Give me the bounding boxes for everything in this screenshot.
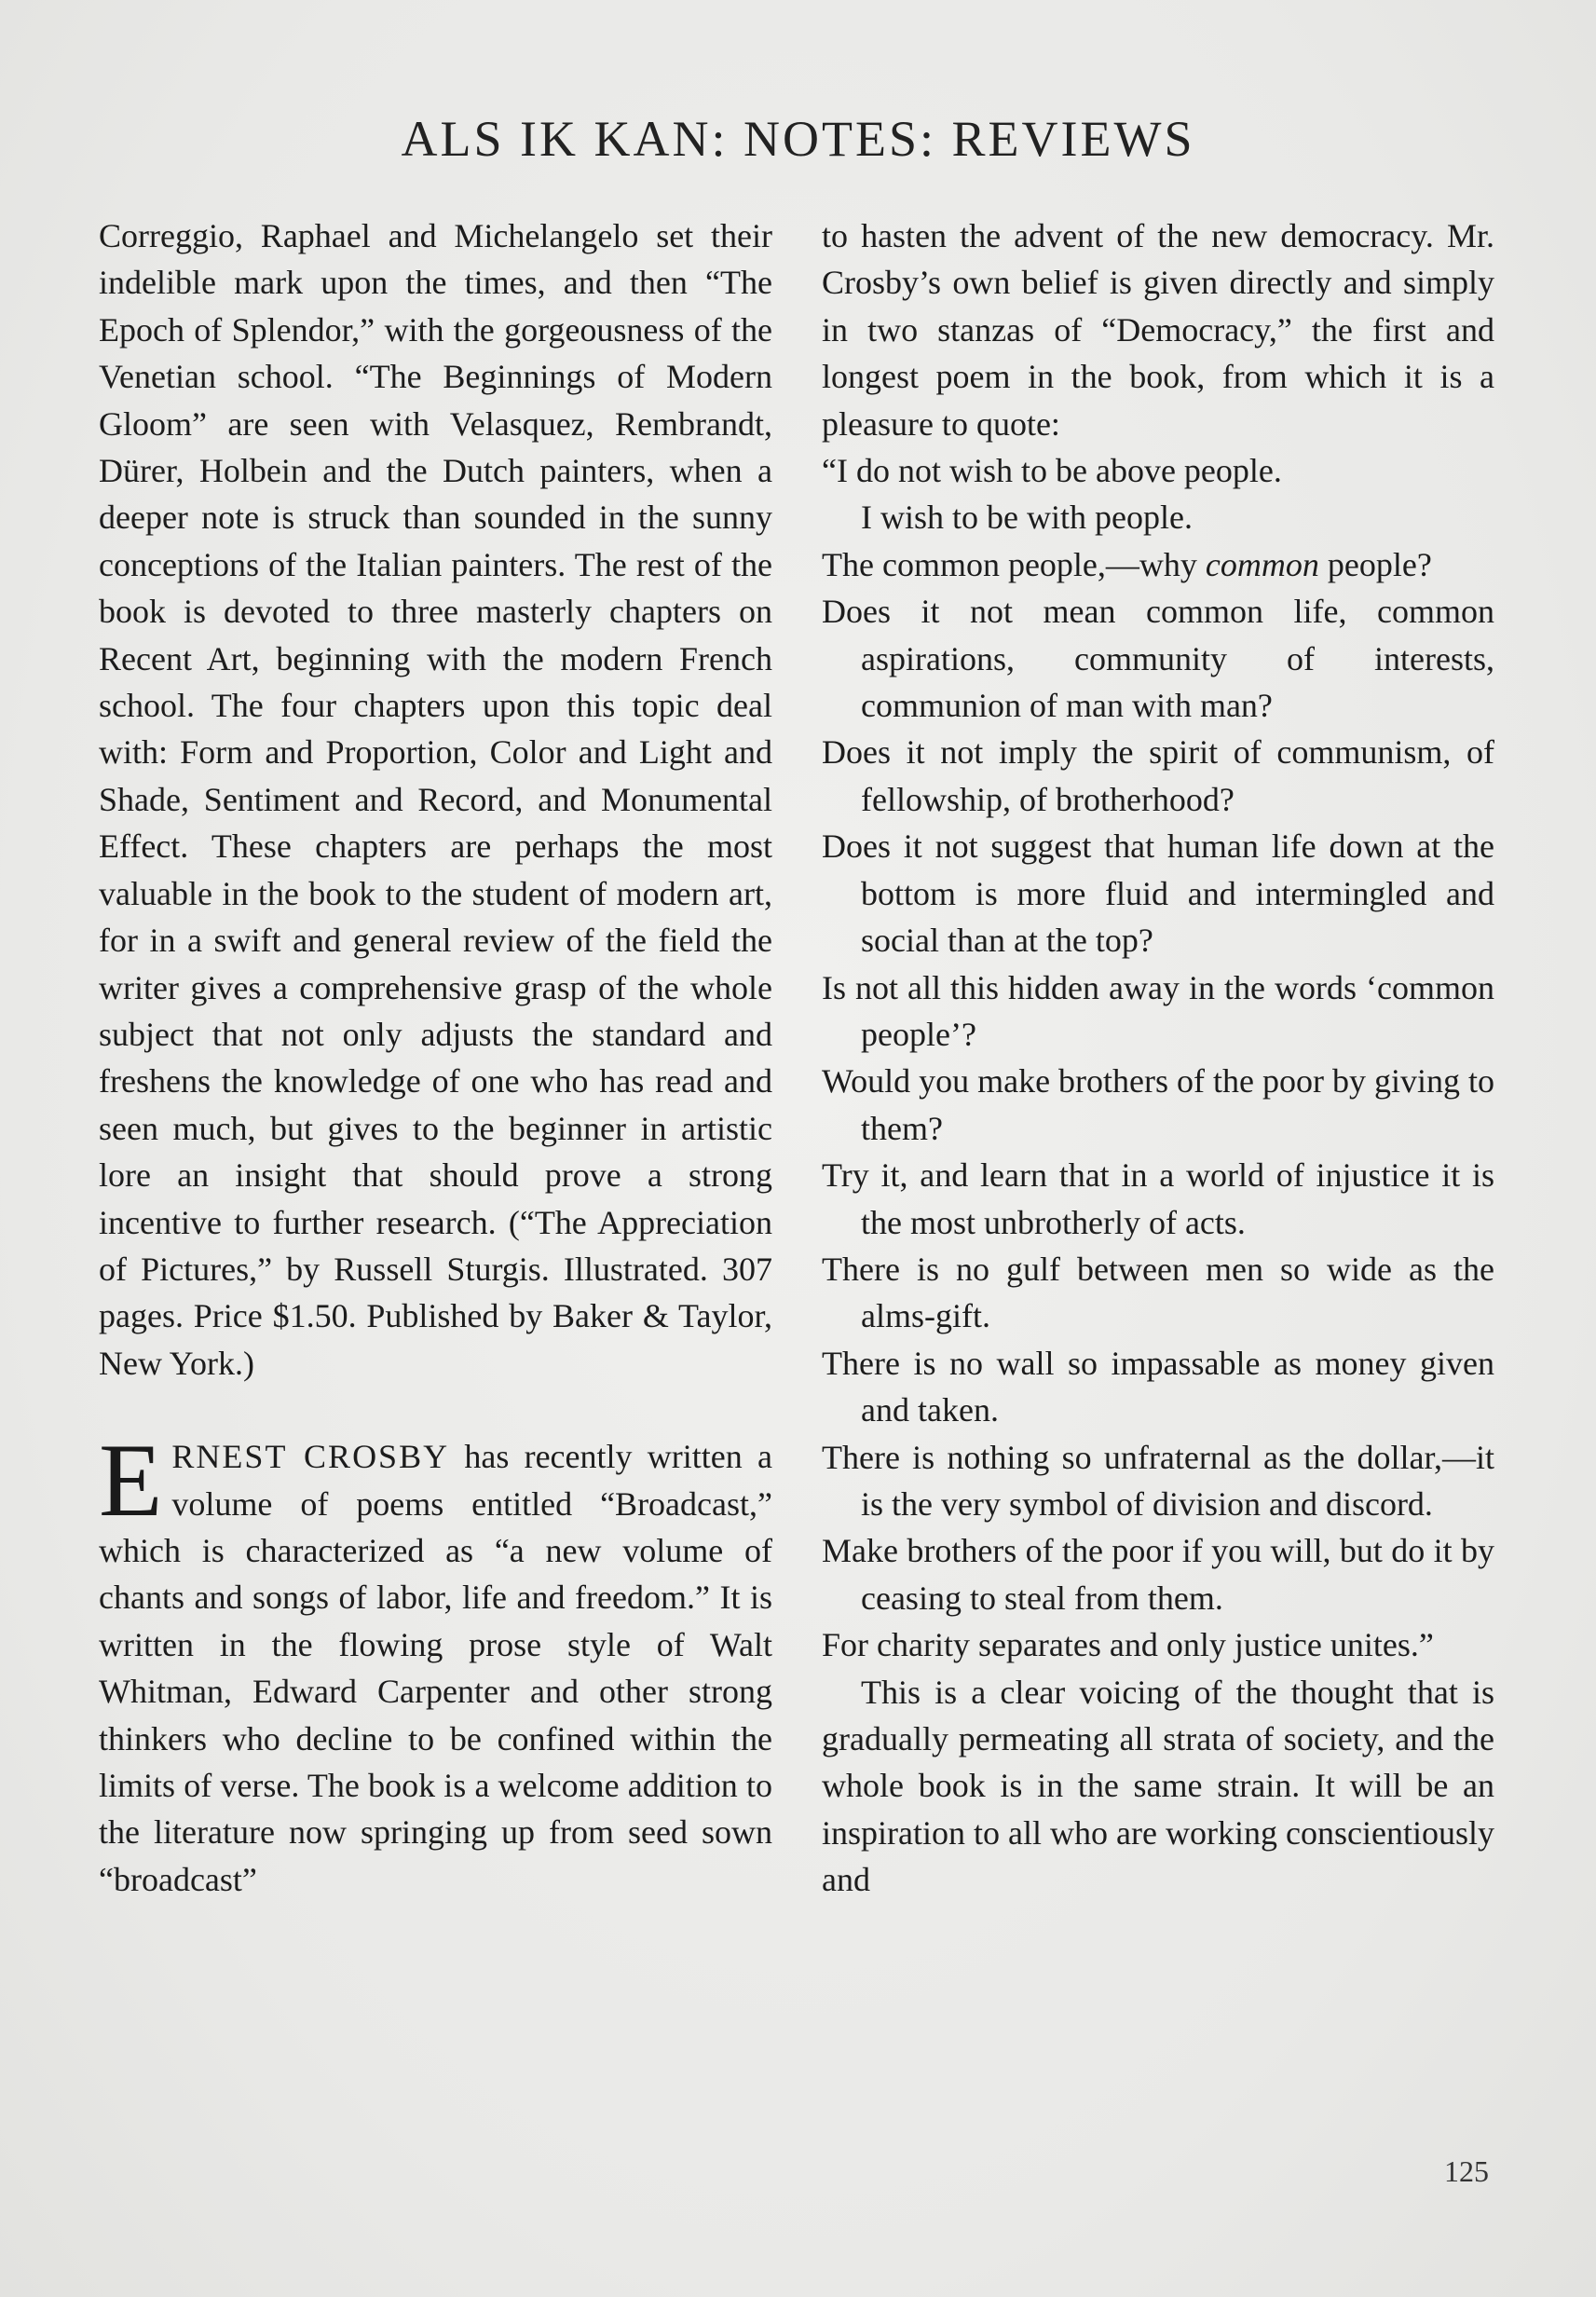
verse-text: people? <box>1318 545 1432 583</box>
running-head: ALS IK KAN: NOTES: REVIEWS <box>401 111 1195 167</box>
verse-emphasis: common <box>1205 545 1319 583</box>
page-number: 125 <box>1444 2154 1489 2188</box>
verse-line <box>822 541 1494 588</box>
verse-line: For charity separates and only justice unites.” <box>822 1626 1434 1664</box>
sturgis-review-paragraph: Correggio, Raphael and Michelangelo set their indelible mark upon the times, and then “The Epoch of Splendor,” with the gorgeousness of the Venetian school. “The Beginnings of Modern Gloom” are seen with Velasquez, Rembrandt, Dürer, Holbein and the Dutch painters, when a deeper note is struck than sounded in the sunny conceptions of the Italian painters. The rest of the book is devoted to three masterly chapters on Recent Art, beginning with the modern French school. The four chapters upon this topic deal with: Form and Proportion, Color and Light and Shade, Sentiment and Record, and Monumental Effect. These chapters are perhaps the most valuable in the book to the student of modern art, for in a swift and general review of the field the writer gives a comprehensive grasp of the whole subject that not only adjusts the standard and freshens the knowledge of one who has read and seen much, but gives to the beginner in artistic lore an insight that should prove a strong incentive to further research. (“The Appreciation of Pictures,” by Russell Sturgis. Illustrated. 307 pages. Price $1.50. Published by Baker & Taylor, New York.) <box>99 217 772 1382</box>
paragraph-gap <box>99 1387 772 1433</box>
verse-line: Try it, and learn that in a world of injustice it is the most unbrotherly of acts. <box>822 1156 1494 1241</box>
verse-line: Is not all this hidden away in the words ‘common people’? <box>822 968 1494 1053</box>
verse-line: “I do not wish to be above people. <box>822 452 1282 490</box>
verse-line: Make brothers of the poor if you will, but do it by ceasing to steal from them. <box>822 1532 1494 1617</box>
verse-line: Does it not imply the spirit of communism, of fellowship, of brotherhood? <box>822 733 1494 818</box>
crosby-review-paragraph <box>99 1423 772 1903</box>
democracy-intro: to hasten the advent of the new democracy. Mr. Crosby’s own belief is given directly and simply in two stanzas of “Democracy,” the first and longest poem in the book, from which it is a pleasure to quote: <box>822 217 1494 443</box>
closing-paragraph: This is a clear voicing of the thought that is gradually permeating all strata of society, and the whole book is in the same strain. It will be an inspiration to all who are working conscientiously and <box>822 1673 1494 1899</box>
right-column <box>822 212 1494 1904</box>
verse-text: The common people,—why <box>822 545 1206 583</box>
verse-line: There is no wall so impassable as money given and taken. <box>822 1344 1494 1429</box>
crosby-lead-name: RNEST CROSBY <box>171 1438 450 1476</box>
verse-line: Does it not mean common life, common aspirations, community of interests, communion of man with man? <box>822 593 1494 725</box>
verse-line: There is nothing so unfraternal as the dollar,—it is the very symbol of division and discord. <box>822 1438 1494 1523</box>
verse-line: I wish to be with people. <box>861 499 1193 537</box>
verse-line: Would you make brothers of the poor by giving to them? <box>822 1062 1494 1147</box>
left-column <box>99 212 772 1903</box>
verse-line: Does it not suggest that human life down at the bottom is more fluid and intermingled and social than at the top? <box>822 827 1494 960</box>
verse-line: There is no gulf between men so wide as the alms-gift. <box>822 1250 1494 1335</box>
crosby-review-text: has recently written a volume of poems entitled “Broadcast,” which is characterized as “a new volume of chants and songs of labor, life and freedom.” It is written in the flowing prose style of Walt Whitman, Edward Carpenter and other strong thinkers who decline to be confined within the limits of verse. The book is a welcome addition to the literature now springing up from seed sown “broadcast” <box>99 1438 772 1898</box>
drop-cap: E <box>99 1423 163 1539</box>
